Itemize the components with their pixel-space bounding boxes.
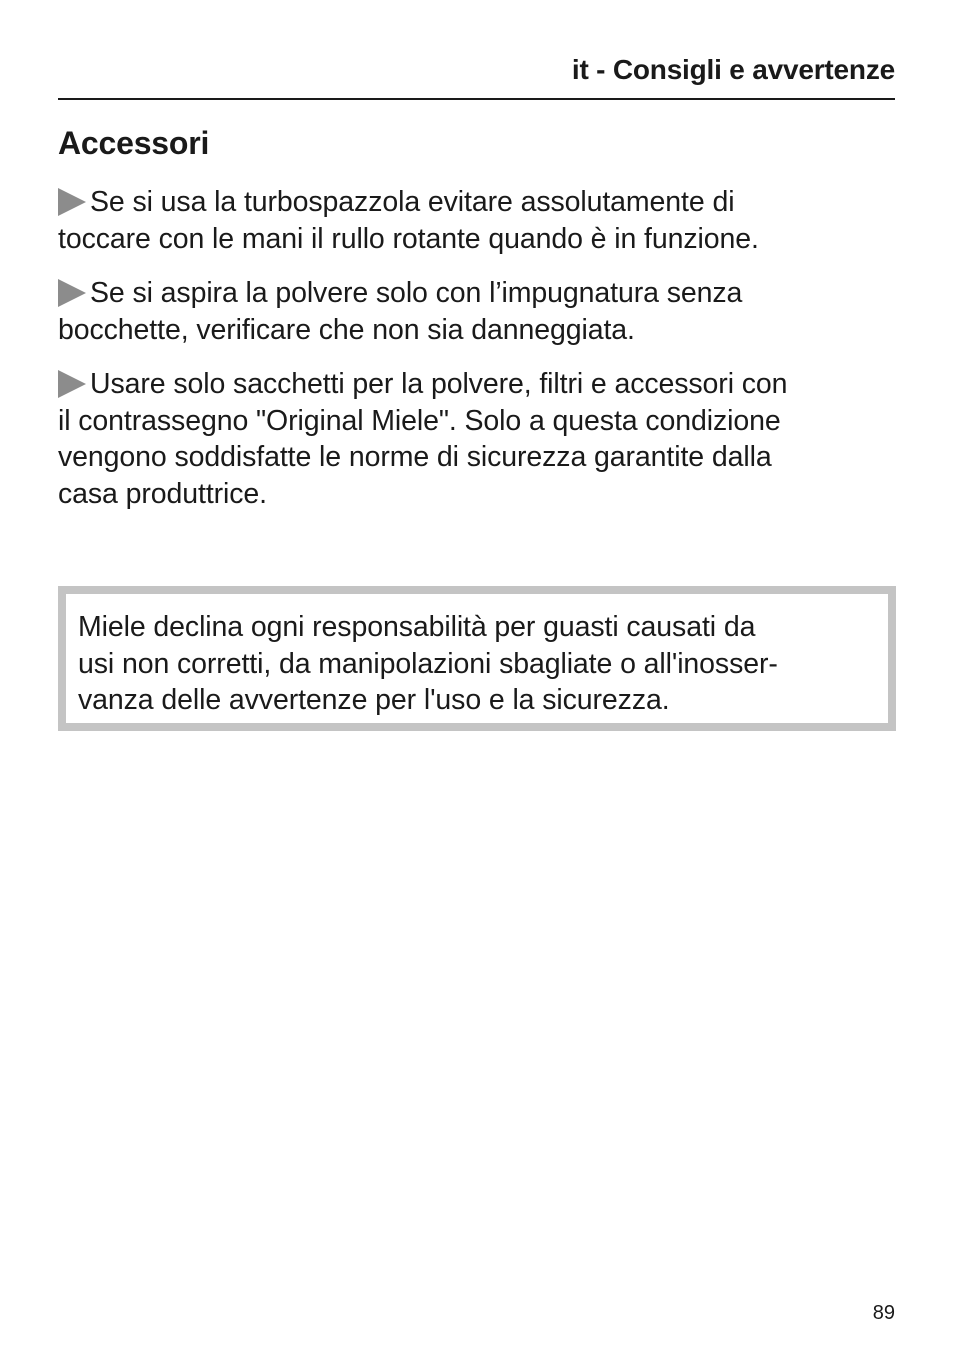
warning-list bbox=[58, 184, 895, 530]
triangle-right-icon bbox=[58, 188, 86, 216]
header-divider bbox=[58, 98, 895, 100]
triangle-right-icon bbox=[58, 279, 86, 307]
warning-item bbox=[58, 366, 895, 512]
section-title: Accessori bbox=[58, 125, 210, 161]
disclaimer-line: Miele declina ogni responsabilità per guasti causati da bbox=[78, 611, 756, 643]
warning-text-line: Se si aspira la polvere solo con l’impugnatura senza bbox=[90, 277, 743, 309]
disclaimer-box bbox=[58, 586, 896, 731]
page-header-title: it - Consigli e avvertenze bbox=[571, 54, 895, 85]
disclaimer-text bbox=[78, 609, 878, 719]
triangle-right-icon bbox=[58, 370, 86, 398]
warning-text-line: vengono soddisfatte le norme di sicurezza garantite dalla bbox=[58, 441, 772, 473]
warning-item bbox=[58, 184, 895, 257]
disclaimer-line: vanza delle avvertenze per l'uso e la sicurezza. bbox=[78, 684, 670, 716]
disclaimer-line: usi non corretti, da manipolazioni sbagliate o all'inosser- bbox=[78, 647, 778, 680]
page-number: 89 bbox=[872, 1302, 895, 1324]
warning-text-line: Se si usa la turbospazzola evitare assolutamente di bbox=[90, 186, 735, 218]
warning-text-line: casa produttrice. bbox=[58, 477, 267, 510]
warning-text-line: il contrassegno "Original Miele". Solo a questa condizione bbox=[58, 404, 781, 437]
warning-item bbox=[58, 275, 895, 348]
warning-text-line: toccare con le mani il rullo rotante quando è in funzione. bbox=[58, 222, 759, 255]
warning-text-line: bocchette, verificare che non sia danneggiata. bbox=[58, 313, 635, 346]
warning-text-line: Usare solo sacchetti per la polvere, filtri e accessori con bbox=[90, 368, 788, 400]
